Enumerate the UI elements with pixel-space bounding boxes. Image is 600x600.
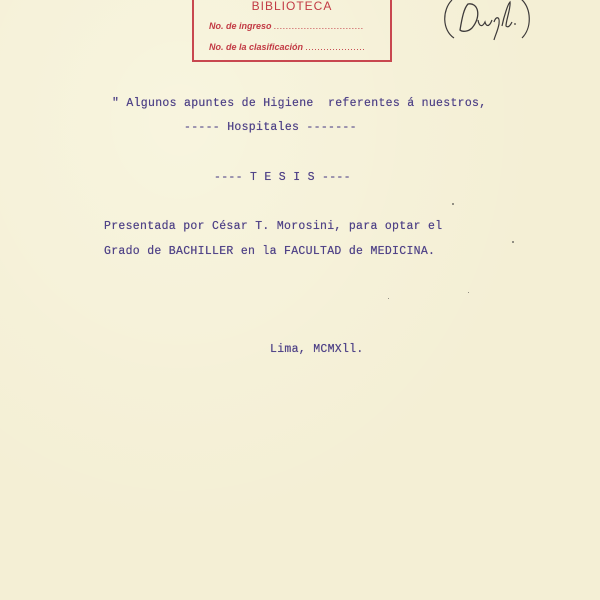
paper-speck bbox=[388, 298, 389, 299]
place-and-date: Lima, MCMXll. bbox=[270, 343, 364, 356]
presented-by-line-1: Presentada por César T. Morosini, para optar el bbox=[104, 220, 443, 233]
stamp-ingreso-dots: .............................. bbox=[274, 21, 365, 31]
paper-speck bbox=[512, 241, 514, 243]
presented-by-line-2: Grado de BACHILLER en la FACULTAD de MEDICINA. bbox=[104, 245, 436, 258]
stamp-ingreso-label: No. de ingreso bbox=[209, 21, 272, 31]
thesis-heading: ---- T E S I S ---- bbox=[214, 171, 351, 184]
stamp-clasificacion-dots: .................... bbox=[305, 42, 366, 52]
thesis-title-line-1: " Algunos apuntes de Higiene referentes á nuestros, bbox=[112, 97, 487, 110]
stamp-clasificacion-label: No. de la clasificación bbox=[209, 42, 304, 52]
stamp-title: BIBLIOTECA bbox=[251, 0, 333, 13]
thesis-title-line-2: ----- Hospitales ------- bbox=[184, 121, 357, 134]
paper-speck bbox=[452, 203, 454, 205]
library-stamp bbox=[192, 0, 392, 62]
handwritten-note-icon bbox=[438, 0, 538, 42]
stamp-clasificacion-line bbox=[209, 42, 366, 52]
paper-speck bbox=[468, 292, 469, 293]
stamp-ingreso-line bbox=[209, 21, 364, 31]
